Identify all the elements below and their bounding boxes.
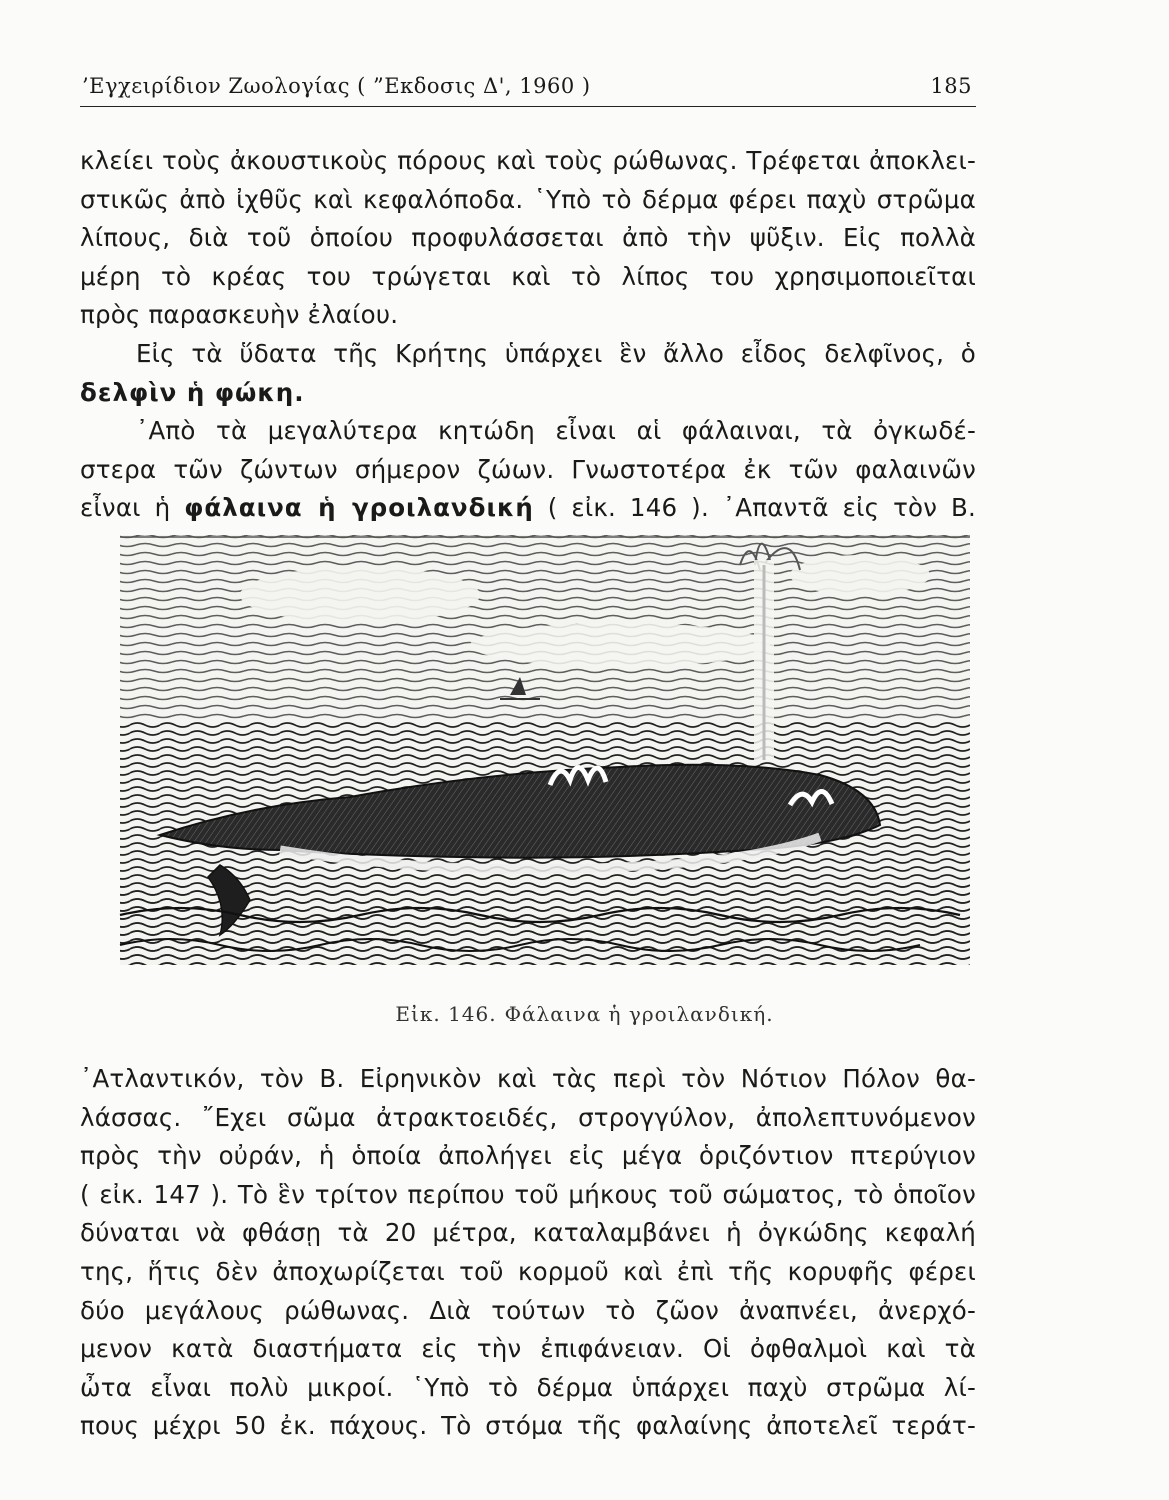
text-line: λάσσας. ῎Εχει σῶμα ἀτρακτοειδές, στρογγύλον, ἀπολεπτυνόμενον (80, 1102, 976, 1132)
text-line: πους μέχρι 50 ἐκ. πάχους. Τὸ στόμα τῆς φαλαίνης ἀποτελεῖ τεράτ- (80, 1411, 976, 1441)
term-suffix: . (294, 377, 305, 407)
paragraph-dolphin-description (80, 142, 976, 335)
book-title: ’Εγχειρίδιον Ζωολογίας ( ”Εκδοσις Δ', 1960 ) (82, 74, 591, 98)
text-line: κλείει τοὺς ἀκουστικοὺς πόρους καὶ τοὺς ρώθωνας. Τρέφεται ἀποκλει- (80, 146, 976, 175)
term-delphin-phoke: δελφὶν ἡ φώκη (80, 377, 295, 407)
text-line: μέρη τὸ κρέας του τρώγεται καὶ τὸ λίπος του χρησιμοποιεῖται (80, 261, 976, 291)
line-prefix: εἶναι ἡ (80, 493, 171, 523)
text-line (80, 374, 976, 413)
caption-text: Φάλαινα ἡ γροιλανδική. (504, 1002, 774, 1026)
text-line: δύναται νὰ φθάσῃ τὰ 20 μέτρα, καταλαμβάνει ἡ ὀγκώδης κεφαλή (80, 1218, 976, 1248)
figure-caption (0, 1002, 1169, 1026)
term-greenland-whale: φάλαινα ἡ γροιλανδική (184, 493, 534, 523)
whale-engraving-illustration (100, 505, 975, 975)
running-header (80, 70, 976, 107)
text-line: στερα τῶν ζώντων σήμερον ζώων. Γνωστοτέρα ἐκ τῶν φαλαινῶν (80, 454, 976, 484)
text-line: ( εἰκ. 147 ). Τὸ ἓν τρίτον περίπου τοῦ μήκους τοῦ σώματος, τὸ ὁποῖον (80, 1179, 976, 1209)
text-line: Εἰς τὰ ὕδατα τῆς Κρήτης ὑπάρχει ἓν ἄλλο εἶδος δελφῖνος, ὁ (136, 338, 976, 368)
text-line: στικῶς ἀπὸ ἰχθῦς καὶ κεφαλόποδα. ῾Υπὸ τὸ δέρμα φέρει παχὺ στρῶμα (80, 184, 976, 214)
caption-label: Εἰκ. 146. (395, 1002, 497, 1026)
text-line: μενον κατὰ διαστήματα εἰς τὴν ἐπιφάνειαν. Οἱ ὀφθαλμοὶ καὶ τὰ (80, 1334, 976, 1364)
text-line: ᾿Ατλαντικόν, τὸν Β. Εἰρηνικὸν καὶ τὰς περὶ τὸν Νότιον Πόλον θα- (80, 1064, 976, 1093)
line-suffix: ( εἰκ. 146 ). ᾿Απαντᾶ εἰς τὸν Β. (547, 493, 976, 523)
text-line: πρὸς τὴν οὐράν, ἡ ὁποία ἀπολήγει εἰς μέγα ὁριζόντιον πτερύγιον (80, 1141, 976, 1171)
text-line: της, ἥτις δὲν ἀποχωρίζεται τοῦ κορμοῦ καὶ ἐπὶ τῆς κορυφῆς φέρει (80, 1256, 976, 1286)
bottom-text-block (80, 1060, 976, 1446)
top-text-block (80, 142, 976, 528)
paragraph-monk-seal (80, 335, 976, 412)
text-line: λίπους, διὰ τοῦ ὁποίου προφυλάσσεται ἀπὸ τὴν ψῦξιν. Εἰς πολλὰ (80, 223, 976, 253)
text-line: δύο μεγάλους ρώθωνας. Διὰ τούτων τὸ ζῶον ἀναπνέει, ἀνερχό- (80, 1295, 976, 1325)
paragraph-greenland-whale-description (80, 1060, 976, 1446)
page-number: 185 (930, 74, 972, 98)
text-line: πρὸς παρασκευὴν ἐλαίου. (80, 300, 399, 330)
text-line: ᾿Απὸ τὰ μεγαλύτερα κητώδη εἶναι αἱ φάλαιναι, τὰ ὀγκωδέ- (136, 416, 976, 446)
text-line: ὦτα εἶναι πολὺ μικροί. ῾Υπὸ τὸ δέρμα ὑπάρχει παχὺ στρῶμα λί- (80, 1372, 976, 1402)
